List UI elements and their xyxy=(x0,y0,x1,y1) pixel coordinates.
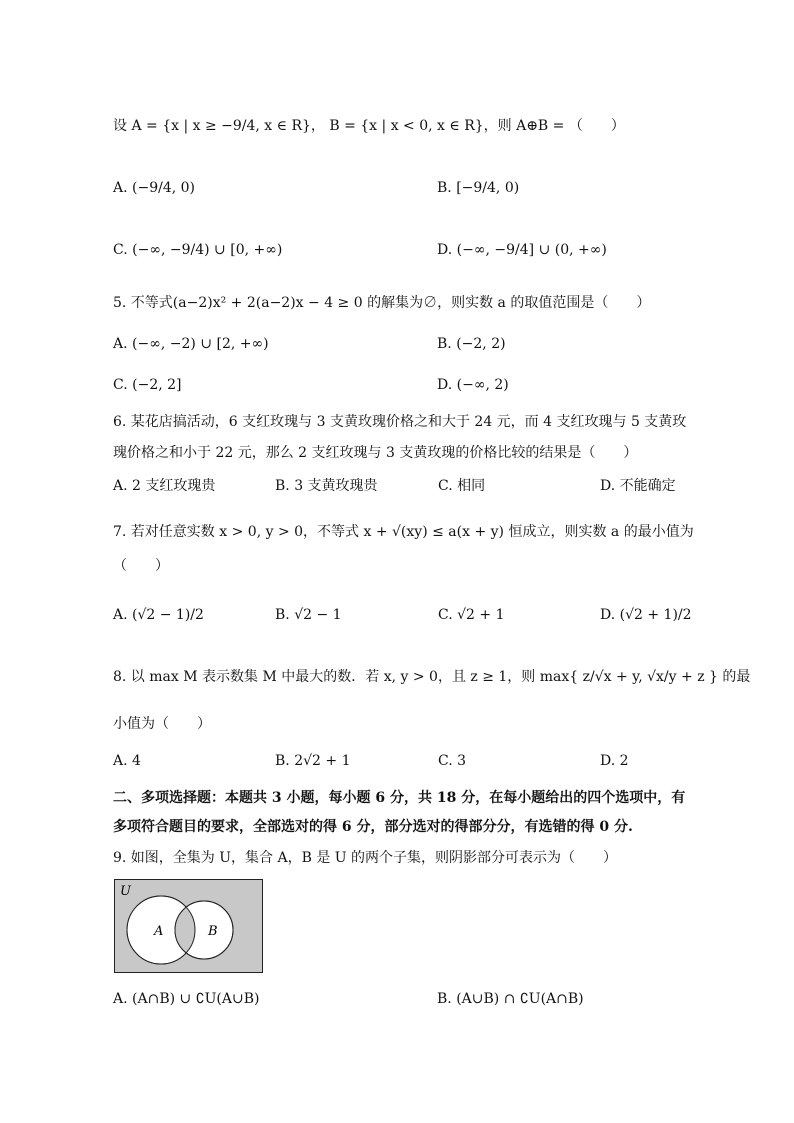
q6-option-d xyxy=(600,476,676,496)
q4-stem: 设 A = {x | x ≥ −9/4, x ∈ R}， B = {x | x < 0, x ∈ R}，则 A⊕B = （ ） xyxy=(113,118,625,134)
option-label: B. xyxy=(275,478,290,494)
option-label: D. xyxy=(437,377,453,393)
q4-option-b xyxy=(437,178,519,198)
option-text: 相同 xyxy=(457,478,486,494)
option-label: C. xyxy=(113,377,128,393)
venn-diagram xyxy=(114,879,263,973)
option-text: 4 xyxy=(132,753,141,769)
option-label: C. xyxy=(438,607,453,623)
venn-svg xyxy=(114,879,263,973)
option-label: B. xyxy=(437,991,452,1007)
q8-option-b xyxy=(275,751,350,771)
option-text: (√2 + 1)/2 xyxy=(619,607,692,623)
set-a-label: A xyxy=(154,924,164,939)
option-text: (A∪B) ∩ ∁U(A∩B) xyxy=(456,991,584,1007)
q8-option-a xyxy=(113,751,141,771)
option-label: A. xyxy=(113,607,128,623)
q9-stem: 9. 如图，全集为 U，集合 A，B 是 U 的两个子集，则阴影部分可表示为（ ） xyxy=(113,850,618,866)
q7-stem-line1: 7. 若对任意实数 x > 0, y > 0，不等式 x + √(xy) ≤ a(x + y) 恒成立，则实数 a 的最小值为 xyxy=(113,524,694,540)
option-text: (−9/4, 0) xyxy=(132,180,196,196)
option-label: D. xyxy=(600,753,616,769)
q5-option-b xyxy=(437,334,506,354)
q7-option-b xyxy=(275,605,342,625)
option-label: D. xyxy=(600,607,616,623)
option-label: A. xyxy=(113,478,128,494)
section2-line1: 二、多项选择题：本题共 3 小题，每小题 6 分，共 18 分，在每小题给出的四个选项中，有 xyxy=(113,790,686,806)
q6-option-b xyxy=(275,476,378,496)
option-text: √2 − 1 xyxy=(294,607,342,623)
option-text: (−∞, 2) xyxy=(456,377,509,393)
section2-line2: 多项符合题目的要求，全部选对的得 6 分，部分选对的得部分分，有选错的得 0 分. xyxy=(113,819,633,835)
option-label: A. xyxy=(113,753,128,769)
q6-option-c xyxy=(438,476,485,496)
q7-option-d xyxy=(600,605,692,625)
option-text: 2 xyxy=(619,753,629,769)
option-label: B. xyxy=(437,180,452,196)
option-label: C. xyxy=(438,478,453,494)
option-text: 3 支黄玫瑰贵 xyxy=(294,478,378,494)
option-text: (−∞, −2) ∪ [2, +∞) xyxy=(132,336,269,352)
option-text: 2 支红玫瑰贵 xyxy=(132,478,216,494)
q7-option-a xyxy=(113,605,204,625)
option-text: (−2, 2] xyxy=(132,377,182,393)
q8-option-d xyxy=(600,751,629,771)
option-label: A. xyxy=(113,991,128,1007)
q5-option-c xyxy=(113,375,182,395)
q6-stem-line1: 6. 某花店搞活动，6 支红玫瑰与 3 支黄玫瑰价格之和大于 24 元，而 4 支红玫瑰与 5 支黄玫 xyxy=(113,414,687,430)
q6-stem-line2: 瑰价格之和小于 22 元，那么 2 支红玫瑰与 3 支黄玫瑰的价格比较的结果是（ ） xyxy=(113,445,638,461)
option-text: 3 xyxy=(457,753,467,769)
q5-option-d xyxy=(437,375,509,395)
q6-option-a xyxy=(113,476,215,496)
option-text: (−2, 2) xyxy=(456,336,506,352)
option-label: B. xyxy=(275,607,290,623)
q8-stem-line1: 8. 以 max M 表示数集 M 中最大的数．若 x, y > 0，且 z ≥ 1，则 max{ z/√x + y, √x/y + z } 的最 xyxy=(113,669,751,685)
option-text: √2 + 1 xyxy=(457,607,505,623)
option-text: 2√2 + 1 xyxy=(294,753,351,769)
option-text: (−∞, −9/4) ∪ [0, +∞) xyxy=(132,242,283,258)
option-label: C. xyxy=(113,242,128,258)
option-label: B. xyxy=(437,336,452,352)
option-text: (−∞, −9/4] ∪ (0, +∞) xyxy=(456,242,607,258)
option-text: 不能确定 xyxy=(619,478,676,494)
option-text: (A∩B) ∪ ∁U(A∪B) xyxy=(132,991,260,1007)
option-label: D. xyxy=(437,242,453,258)
q7-stem-line2: （ ） xyxy=(113,558,169,574)
option-text: (√2 − 1)/2 xyxy=(132,607,204,623)
q4-option-a xyxy=(113,178,195,198)
universe-label: U xyxy=(120,884,131,899)
q5-option-a xyxy=(113,334,269,354)
q8-option-c xyxy=(438,751,466,771)
option-label: C. xyxy=(438,753,453,769)
set-b-label: B xyxy=(208,924,218,939)
q4-option-d xyxy=(437,240,607,260)
q4-option-c xyxy=(113,240,282,260)
option-label: D. xyxy=(600,478,616,494)
option-label: A. xyxy=(113,336,128,352)
q9-option-b xyxy=(437,989,584,1009)
q8-stem-line2: 小值为（ ） xyxy=(113,716,211,732)
option-label: A. xyxy=(113,180,128,196)
q9-option-a xyxy=(113,989,259,1009)
option-text: [−9/4, 0) xyxy=(456,180,520,196)
q7-option-c xyxy=(438,605,505,625)
q5-stem: 5. 不等式(a−2)x² + 2(a−2)x − 4 ≥ 0 的解集为∅，则实数 a 的取值范围是（ ） xyxy=(113,295,651,311)
option-label: B. xyxy=(275,753,290,769)
